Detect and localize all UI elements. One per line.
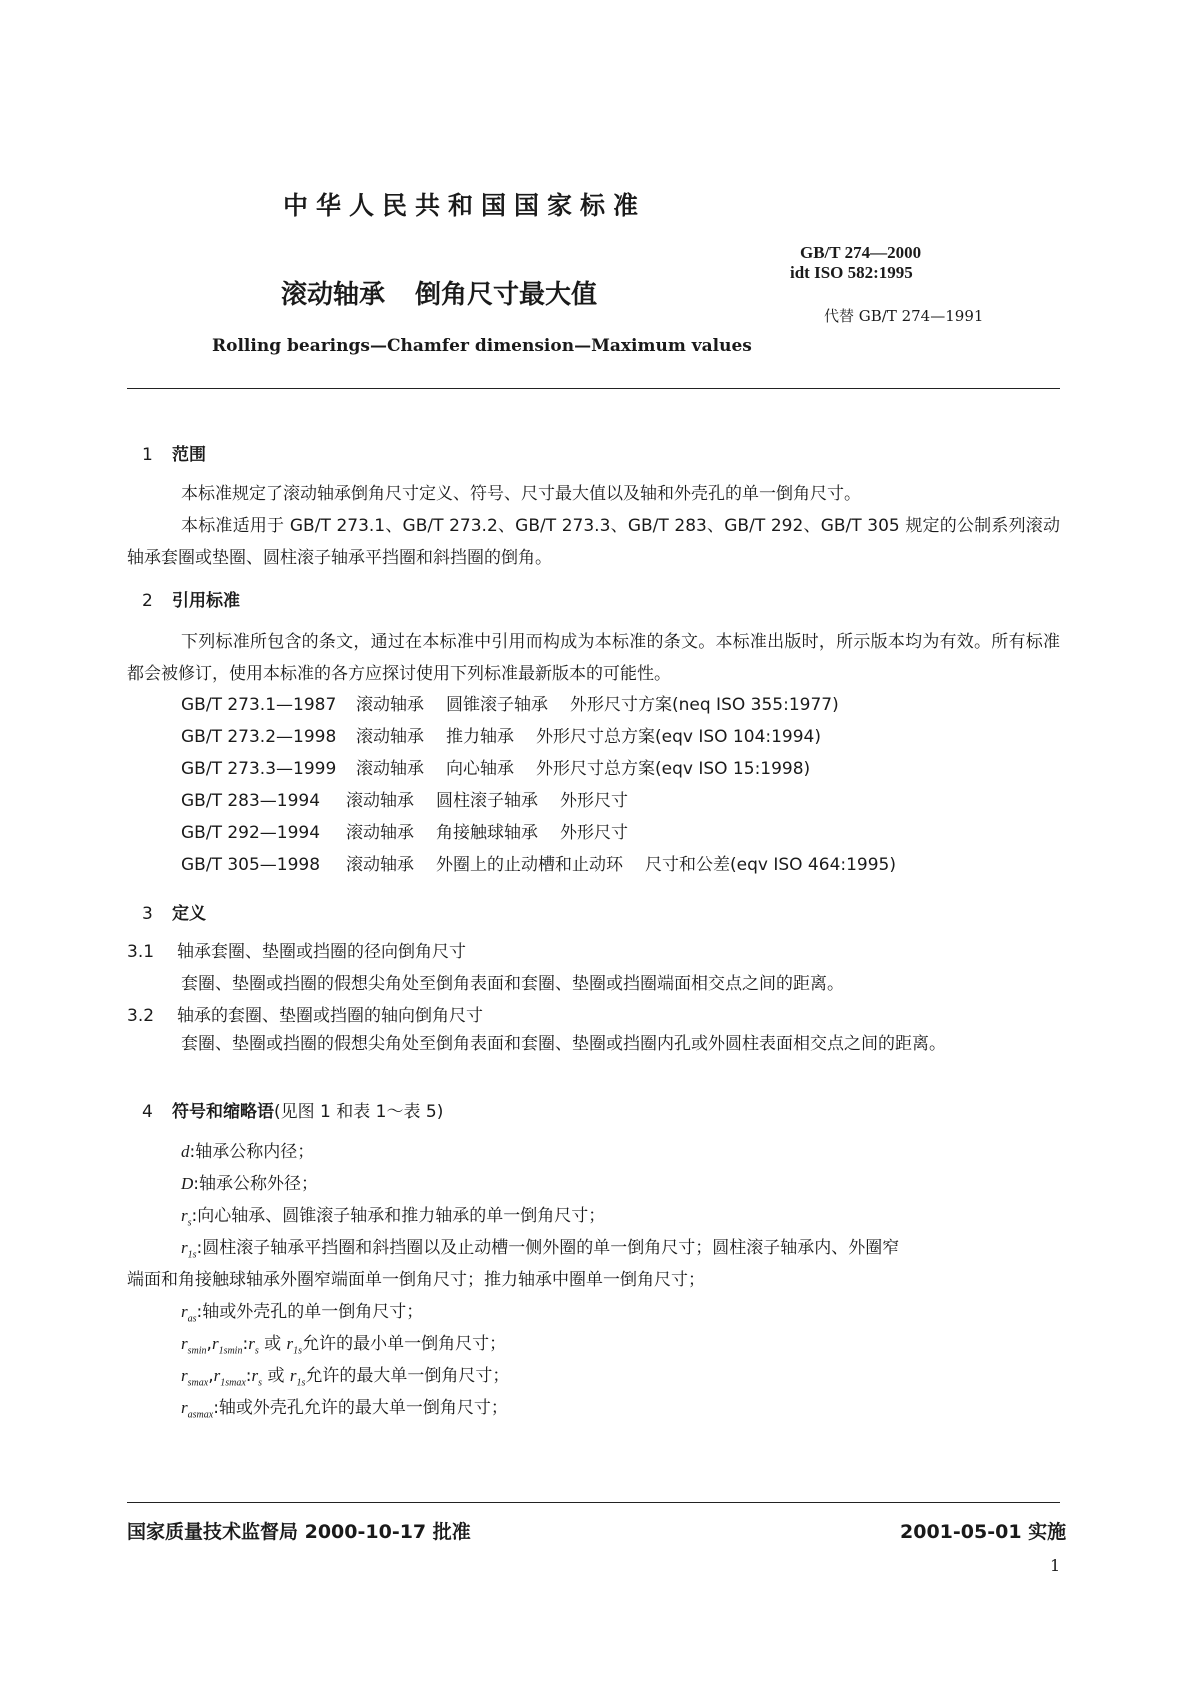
symbol-d: d:轴承公称内径； (181, 1142, 315, 1162)
title-chinese: 滚动轴承 倒角尺寸最大值 (281, 280, 598, 310)
definition-3-1-heading: 3.1 轴承套圈、垫圈或挡圈的径向倒角尺寸 (127, 942, 466, 962)
title-english: Rolling bearings—Chamfer dimension—Maximum values (212, 336, 752, 356)
reference-item: GB/T 273.3—1999 滚动轴承 向心轴承 外形尺寸总方案(eqv ISO 15:1998) (181, 759, 811, 779)
symbol-rasmax: $r_{asmax}$:轴或外壳孔允许的最大单一倒角尺寸； (181, 1398, 508, 1421)
section-3-heading: 3 定义 (142, 904, 206, 924)
symbol-rs: $r_s$:向心轴承、圆锥滚子轴承和推力轴承的单一倒角尺寸； (181, 1206, 606, 1229)
paragraph: 本标准规定了滚动轴承倒角尺寸定义、符号、尺寸最大值以及轴和外壳孔的单一倒角尺寸。 (181, 484, 861, 504)
section-1-body (127, 478, 1060, 574)
definition-3-2-heading: 3.2 轴承的套圈、垫圈或挡圈的轴向倒角尺寸 (127, 1006, 483, 1026)
section-4-note: (见图 1 和表 1～表 5) (274, 1102, 444, 1122)
effective-date: 2001-05-01 实施 (900, 1521, 1067, 1543)
section-4-heading: 4 符号和缩略语(见图 1 和表 1～表 5) (142, 1102, 444, 1122)
paragraph: 本标准适用于 GB/T 273.1、GB/T 273.2、GB/T 273.3、GB/T 283、GB/T 292、GB/T 305 规定的公制系列滚动轴承套圈或垫圈、圆柱滚子轴承平挡圈和斜挡圈的倒角。 (127, 516, 1060, 568)
section-2-body (127, 626, 1060, 690)
reference-item: GB/T 273.2—1998 滚动轴承 推力轴承 外形尺寸总方案(eqv ISO 104:1994) (181, 727, 822, 747)
replaces-standard: 代替 GB/T 274—1991 (824, 307, 984, 325)
paragraph: 套圈、垫圈或挡圈的假想尖角处至倒角表面和套圈、垫圈或挡圈内孔或外圆柱表面相交点之间的距离。 (181, 1034, 946, 1054)
symbol-D: D:轴承公称外径； (181, 1174, 319, 1194)
approval-date: 国家质量技术监督局 2000-10-17 批准 (127, 1521, 471, 1543)
header-divider (127, 388, 1060, 389)
symbol-r1s-continued: 端面和角接触球轴承外圈窄端面单一倒角尺寸；推力轴承中圈单一倒角尺寸； (127, 1270, 705, 1290)
reference-item: GB/T 283—1994 滚动轴承 圆柱滚子轴承 外形尺寸 (181, 791, 628, 811)
issuing-authority: 中华人民共和国国家标准 (283, 191, 647, 220)
footer-divider (127, 1502, 1060, 1503)
section-2-heading: 2 引用标准 (142, 591, 240, 611)
paragraph: 下列标准所包含的条文，通过在本标准中引用而构成为本标准的条文。本标准出版时，所示版本均为有效。所有标准都会被修订，使用本标准的各方应探讨使用下列标准最新版本的可能性。 (127, 632, 1060, 684)
symbol-rsmax: $r_{smax},r_{1smax}:r_s$ 或 $r_{1s}$允许的最大单一倒角尺寸； (181, 1366, 510, 1389)
definition-3-1-text: 套圈、垫圈或挡圈的假想尖角处至倒角表面和套圈、垫圈或挡圈端面相交点之间的距离。 (181, 974, 844, 994)
symbol-rsmin: $r_{smin},r_{1smin}:r_s$ 或 $r_{1s}$允许的最小单一倒角尺寸； (181, 1334, 507, 1357)
reference-item: GB/T 305—1998 滚动轴承 外圈上的止动槽和止动环 尺寸和公差(eqv ISO 464:1995) (181, 855, 897, 875)
idt-reference: idt ISO 582:1995 (790, 263, 913, 282)
symbol-r1s: $r_{1s}$:圆柱滚子轴承平挡圈和斜挡圈以及止动槽一侧外圈的单一倒角尺寸；圆柱滚子轴承内、外圈窄 (181, 1238, 900, 1261)
reference-item: GB/T 273.1—1987 滚动轴承 圆锥滚子轴承 外形尺寸方案(neq ISO 355:1977) (181, 695, 839, 715)
symbol-ras: $r_{as}$:轴或外壳孔的单一倒角尺寸； (181, 1302, 424, 1325)
section-1-heading: 1 范围 (142, 445, 206, 465)
definition-3-2-text (127, 1028, 1060, 1060)
page-number: 1 (1050, 1556, 1061, 1575)
reference-item: GB/T 292—1994 滚动轴承 角接触球轴承 外形尺寸 (181, 823, 628, 843)
standard-number: GB/T 274—2000 (800, 243, 922, 262)
